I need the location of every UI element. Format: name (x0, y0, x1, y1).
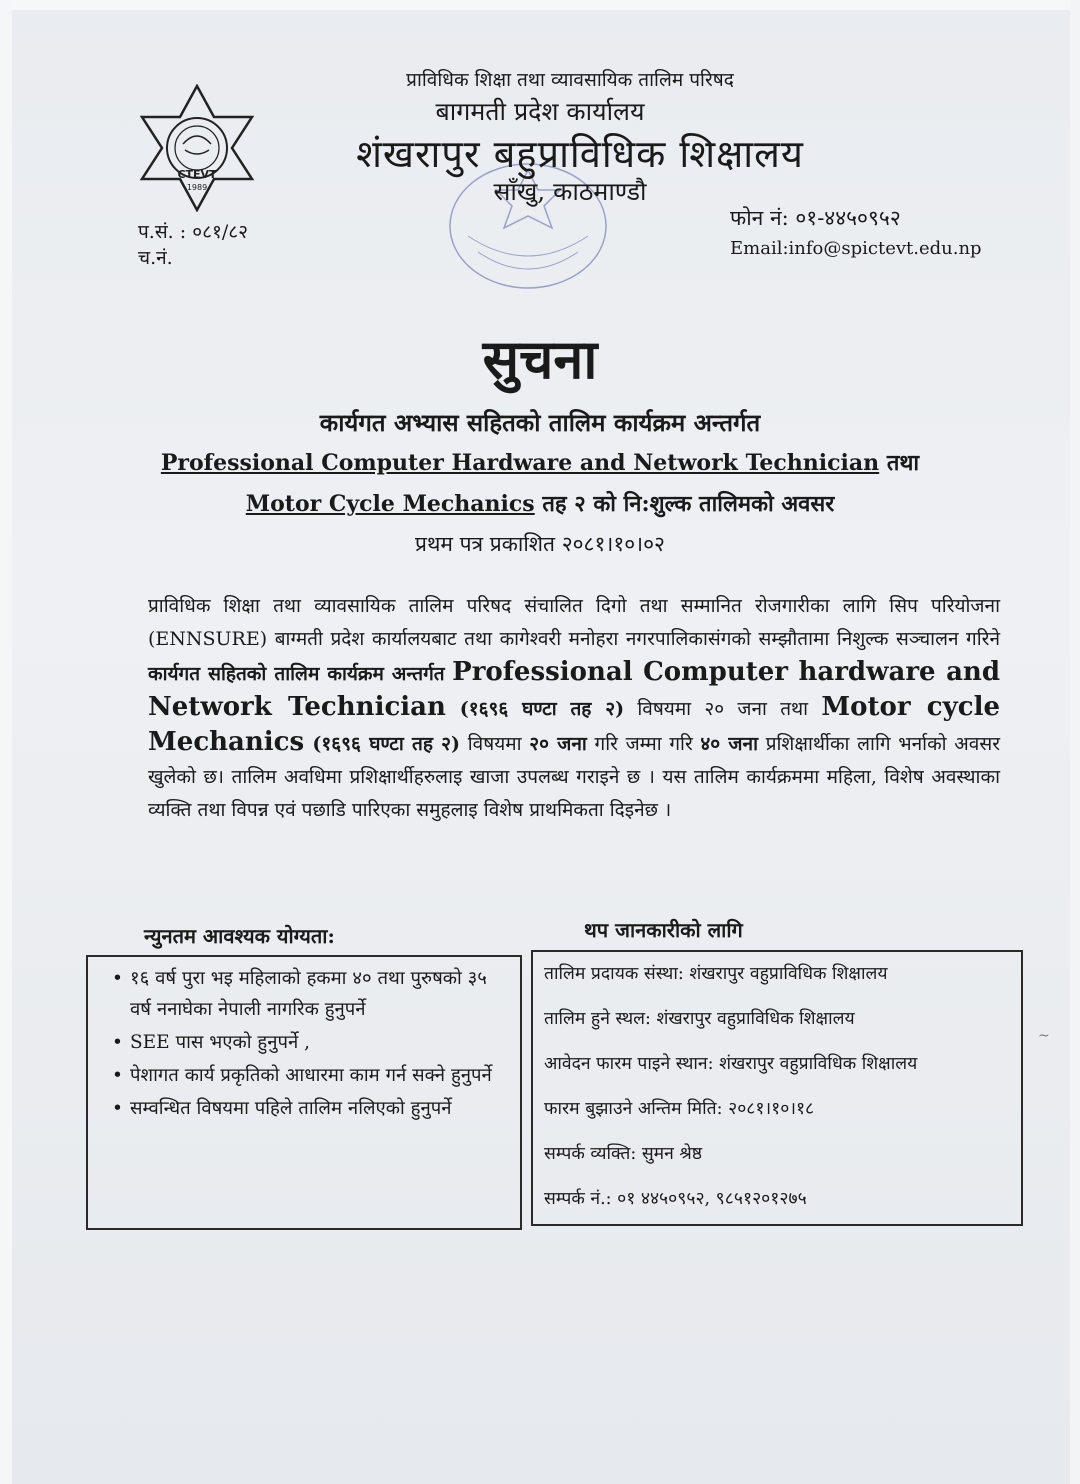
contact-heading: थप जानकारीको लागि (584, 918, 743, 942)
ctevt-logo (133, 84, 261, 212)
training-venue: तालिम हुने स्थल: शंखरापुर वहुप्राविधिक शिक्षालय (544, 1009, 855, 1029)
subtitle-3-suffix: तह २ को नि:शुल्क तालिमको अवसर (534, 491, 835, 517)
reference-number: प.सं. : ०८१/८२ (138, 221, 248, 243)
deadline: फारम बुझाउने अन्तिम मिति: २०८१।१०।१८ (544, 1099, 815, 1119)
course-1-title: Professional Computer Hardware and Network Technician (160, 450, 880, 476)
list-item (112, 963, 508, 1025)
scan-mark: ~ (1038, 1028, 1050, 1044)
notice-body (148, 590, 1000, 827)
requirements-heading: न्युनतम आवश्यक योग्यता: (144, 924, 335, 948)
email-address: Email:info@spictevt.edu.np (730, 238, 982, 259)
list-item (112, 1027, 508, 1058)
contact-box (531, 950, 1023, 1226)
notice-title: सुचना (482, 327, 598, 391)
page-edge-left (0, 0, 12, 1484)
body-mid-3: गरि जम्मा गरि (586, 733, 701, 755)
province-office: बागमती प्रदेश कार्यालय (435, 97, 645, 126)
requirement-text: पेशागत कार्य प्रकृतिको आधारमा काम गर्न सक्ने हुनुपर्ने (130, 1065, 492, 1086)
list-item (112, 1093, 508, 1124)
bullet-icon: • (112, 968, 123, 989)
contact-list (544, 956, 1014, 1226)
subtitle-2-suffix: तथा (879, 450, 920, 476)
body-mid-2: विषयमा (460, 733, 530, 755)
logo-year: 1989 (186, 183, 208, 192)
bullet-icon: • (112, 1065, 123, 1086)
notice-subtitle-1: कार्यगत अभ्यास सहितको तालिम कार्यक्रम अन्तर्गत (319, 408, 761, 437)
institution-name: शंखरापुर बहुप्राविधिक शिक्षालय (356, 132, 804, 176)
body-course-1-hours: (१६९६ घण्टा तह २) (445, 698, 625, 720)
institution-location: साँखु, काठमाण्डौ (493, 177, 647, 206)
body-intro: प्राविधिक शिक्षा तथा व्यावसायिक तालिम परिषद संचालित दिगो तथा सम्मानित रोजगारीका लागि सिप परियोजना (ENNSURE) बाग्मती प्रदेश कार्यालयबाट तथा कागेश्वरी मनोहरा नगरपालिकासंगको सम्झौतामा निशुल्क सञ्चालन गरिने (148, 595, 1000, 650)
publication-date: प्रथम पत्र प्रकाशित २०८१।१०।०२ (415, 532, 665, 556)
body-seats-2: २० जना (529, 733, 587, 755)
requirements-list (112, 963, 508, 1126)
requirement-text: १६ वर्ष पुरा भइ महिलाको हकमा ४० तथा पुरुषको ३५ वर्ष ननाघेका नेपाली नागरिक हुनुपर्ने (130, 968, 487, 1020)
body-course-1: Professional Computer hardware and Network Technician (148, 657, 1001, 722)
body-course-2: Motor cycle Mechanics (148, 692, 1000, 757)
notice-subtitle-3 (160, 488, 920, 518)
requirement-text: SEE पास भएको हुनुपर्ने , (130, 1032, 310, 1053)
body-mid-1: विषयमा २० जना तथा (624, 698, 822, 720)
logo-text: CTEVT (177, 168, 217, 181)
dispatch-number: च.नं. (138, 247, 173, 269)
bullet-icon: • (112, 1032, 123, 1053)
page-edge-top (0, 0, 1080, 10)
requirements-box (86, 955, 522, 1230)
bullet-icon: • (112, 1098, 123, 1119)
page-edge-right (1070, 0, 1080, 1484)
contact-person: सम्पर्क व्यक्ति: सुमन श्रेष्ठ (544, 1144, 703, 1164)
council-name: प्राविधिक शिक्षा तथा व्यावसायिक तालिम परिषद (406, 69, 734, 91)
body-total-seats: ४० जना (700, 733, 758, 755)
contact-numbers: सम्पर्क नं.: ०१ ४४५०९५२, ९८५१२०१२७५ (544, 1189, 807, 1209)
body-program: कार्यगत सहितको तालिम कार्यक्रम अन्तर्गत (148, 663, 445, 685)
training-provider: तालिम प्रदायक संस्था: शंखरापुर वहुप्राविधिक शिक्षालय (544, 964, 888, 984)
body-course-2-hours: (१६९६ घण्टा तह २) (304, 733, 461, 755)
phone-number: फोन नं: ०१-४४५०९५२ (730, 206, 901, 230)
requirement-text: सम्वन्धित विषयमा पहिले तालिम नलिएको हुनुपर्ने (130, 1098, 452, 1119)
notice-subtitle-2 (160, 447, 920, 477)
body-rest: प्रशिक्षार्थीका लागि भर्नाको अवसर खुलेको छ। तालिम अवधिमा प्रशिक्षार्थीहरुलाइ खाजा उपलब्ध गराइने छ । यस तालिम कार्यक्रममा महिला, विशेष अवस्थाका व्यक्ति तथा विपन्न एवं पछाडि पारिएका समुहलाइ विशेष प्राथमिकता दिइनेछ । (148, 733, 1000, 821)
form-location: आवेदन फारम पाइने स्थान: शंखरापुर वहुप्राविधिक शिक्षालय (544, 1054, 918, 1074)
list-item (112, 1060, 508, 1091)
course-2-title: Motor Cycle Mechanics (245, 491, 535, 517)
